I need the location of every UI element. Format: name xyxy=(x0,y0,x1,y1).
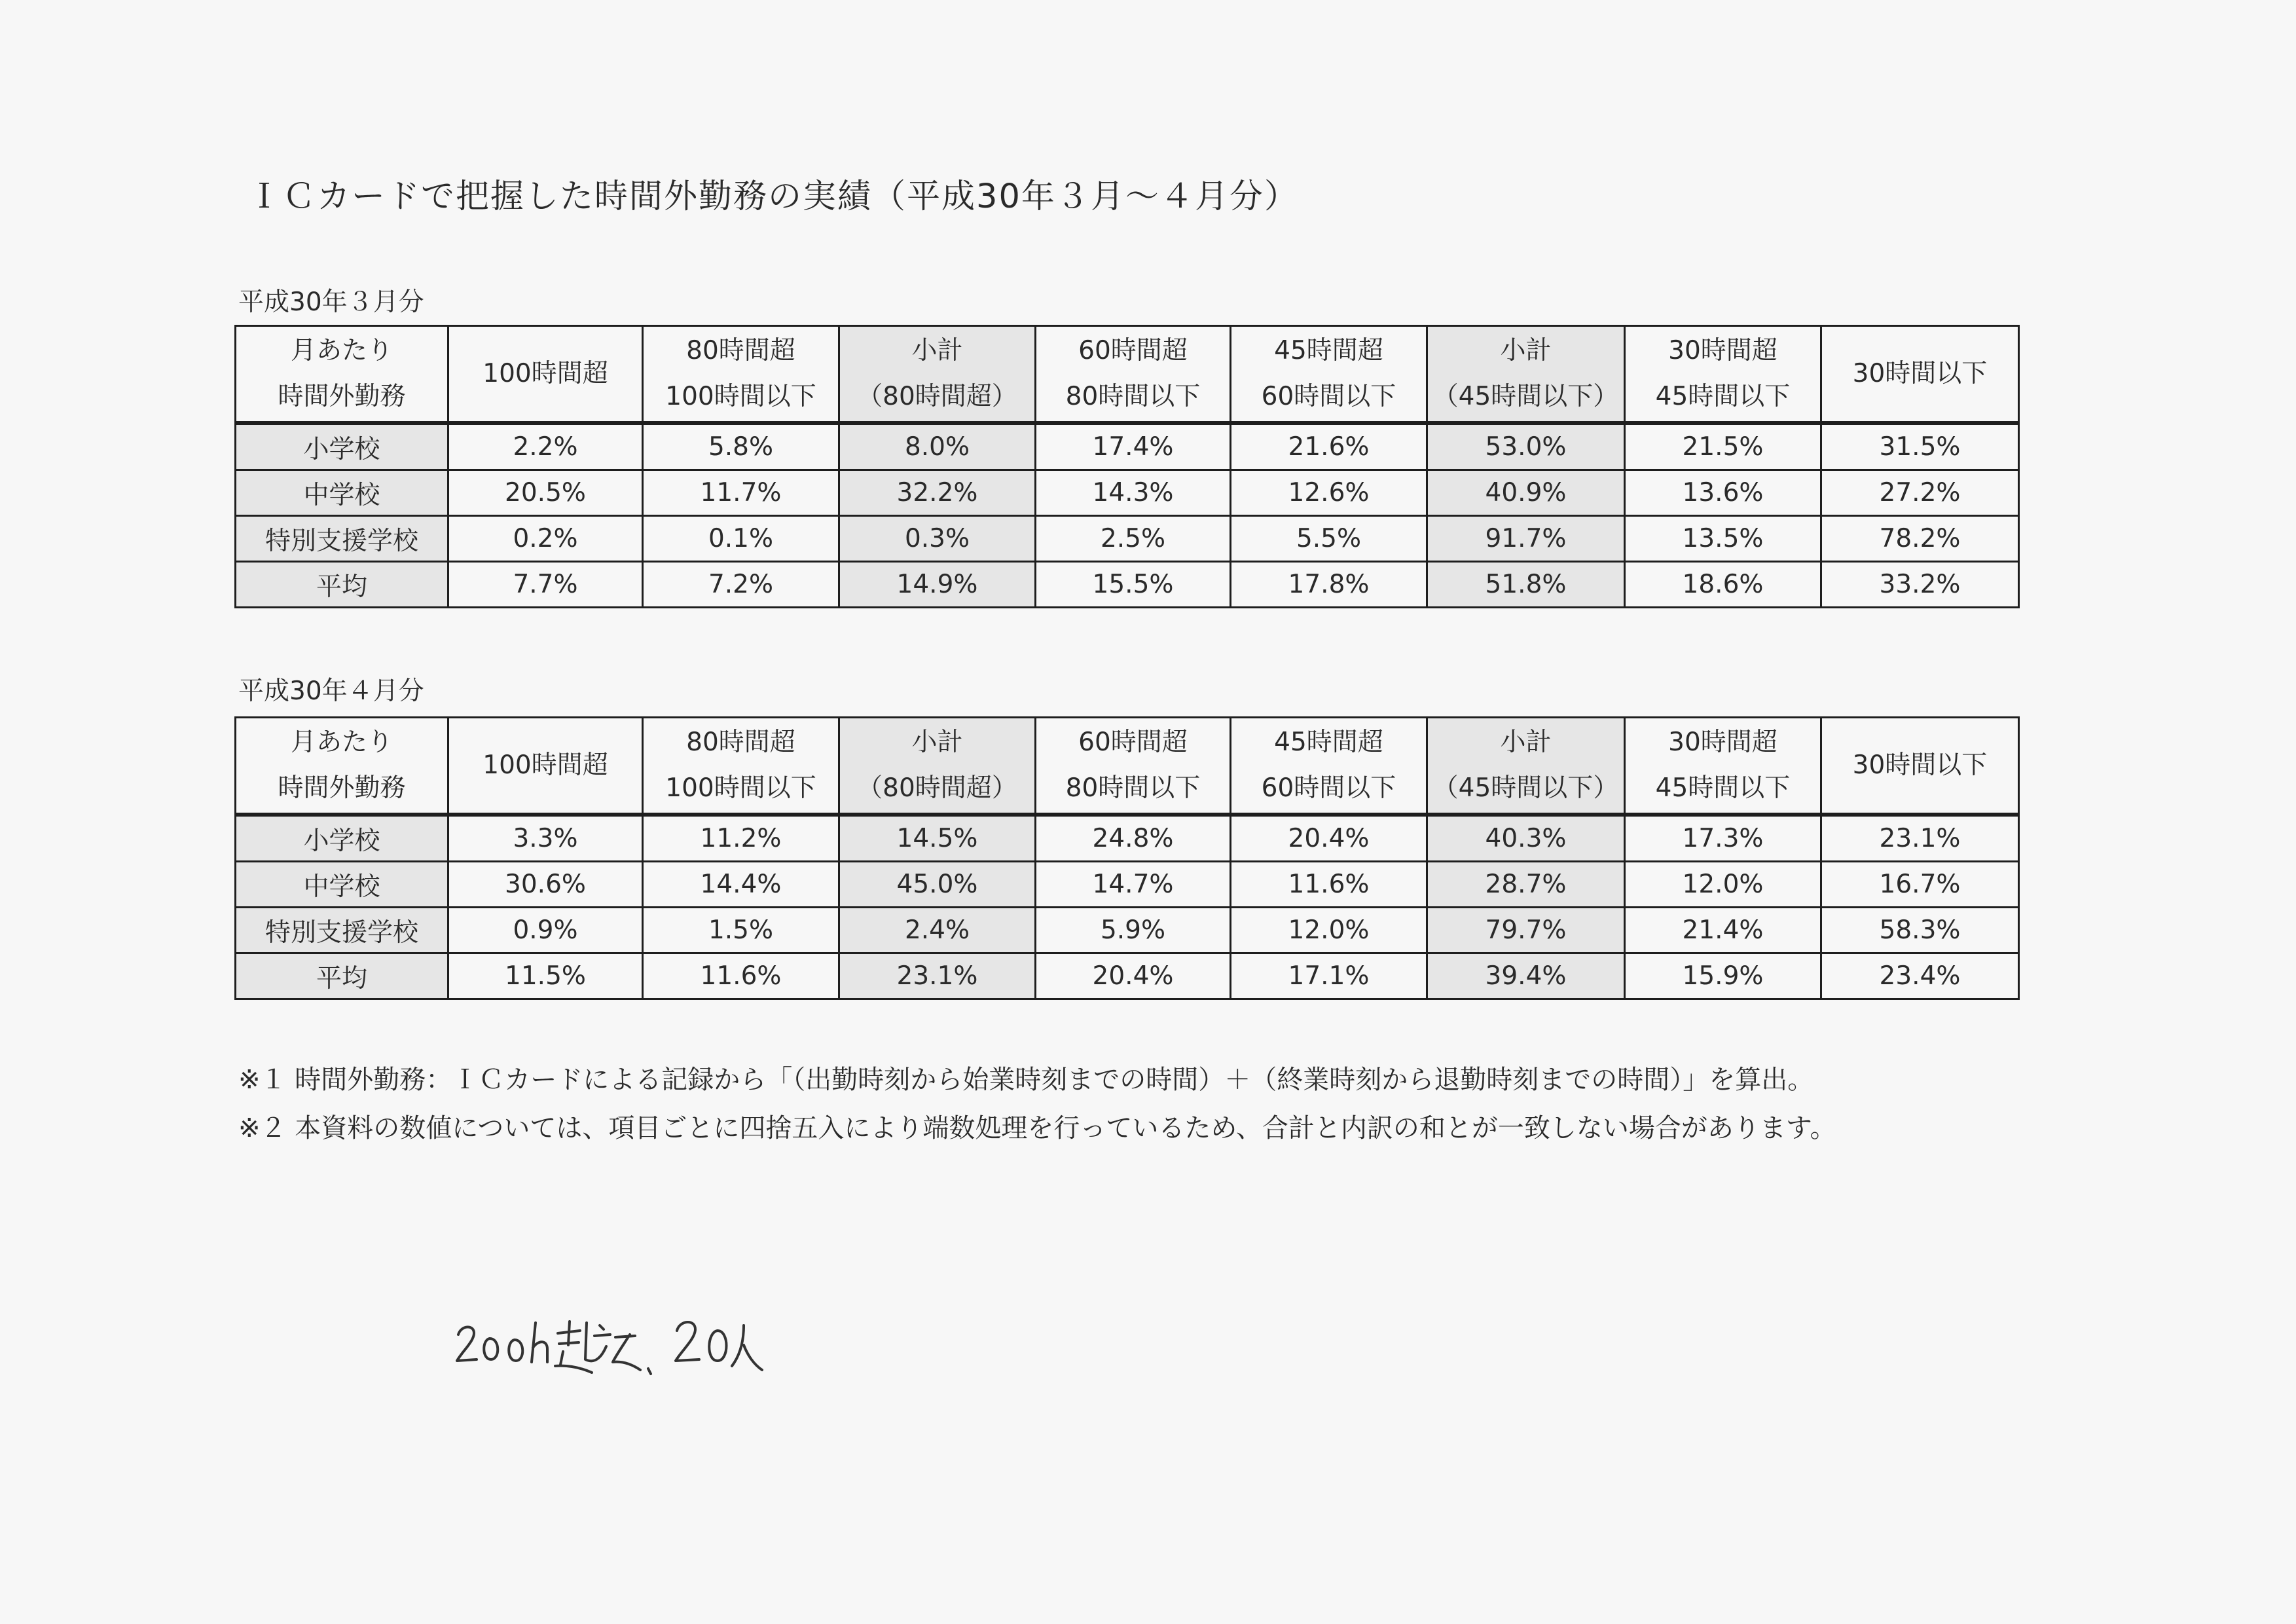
value-cell: 2.5% xyxy=(1036,516,1231,562)
header-line: 100時間以下 xyxy=(665,773,816,803)
header-line: 45時間超 xyxy=(1274,336,1383,365)
value-cell: 15.5% xyxy=(1036,562,1231,608)
table-row xyxy=(236,516,2019,562)
value-cell: 11.6% xyxy=(643,953,839,999)
column-header xyxy=(643,718,839,815)
column-header xyxy=(1231,326,1427,424)
value-cell: 14.9% xyxy=(839,562,1036,608)
value-cell: 23.1% xyxy=(1821,815,2019,862)
header-line: 80時間超 xyxy=(686,336,795,365)
value-cell: 23.1% xyxy=(839,953,1036,999)
value-cell: 11.6% xyxy=(1231,862,1427,908)
row-label: 特別支援学校 xyxy=(236,516,448,562)
value-cell: 0.1% xyxy=(643,516,839,562)
row-label: 小学校 xyxy=(236,815,448,862)
row-label: 平均 xyxy=(236,562,448,608)
value-cell: 12.6% xyxy=(1231,470,1427,516)
header-line: 30時間以下 xyxy=(1852,750,1988,780)
value-cell: 23.4% xyxy=(1821,953,2019,999)
column-header xyxy=(1231,718,1427,815)
value-cell: 27.2% xyxy=(1821,470,2019,516)
table-row xyxy=(236,562,2019,608)
value-cell: 2.4% xyxy=(839,908,1036,953)
value-cell: 24.8% xyxy=(1036,815,1231,862)
value-cell: 17.4% xyxy=(1036,423,1231,470)
header-line: 30時間超 xyxy=(1668,728,1777,757)
table-row xyxy=(236,470,2019,516)
value-cell: 1.5% xyxy=(643,908,839,953)
value-cell: 28.7% xyxy=(1427,862,1625,908)
value-cell: 51.8% xyxy=(1427,562,1625,608)
value-cell: 5.9% xyxy=(1036,908,1231,953)
column-header xyxy=(1821,718,2019,815)
header-line: 60時間以下 xyxy=(1261,382,1396,411)
value-cell: 13.6% xyxy=(1625,470,1821,516)
value-cell: 17.3% xyxy=(1625,815,1821,862)
column-header xyxy=(1625,326,1821,424)
value-cell: 5.8% xyxy=(643,423,839,470)
footnote-2: ※２ 本資料の数値については、項目ごとに四捨五入により端数処理を行っているため、合計と内訳の和とが一致しない場合があります。 xyxy=(238,1113,1836,1143)
value-cell: 31.5% xyxy=(1821,423,2019,470)
column-header xyxy=(1821,326,2019,424)
value-cell: 7.2% xyxy=(643,562,839,608)
value-cell: 0.9% xyxy=(448,908,643,953)
table-label-april: 平成30年４月分 xyxy=(238,676,424,706)
row-header-cell xyxy=(236,718,448,815)
value-cell: 11.7% xyxy=(643,470,839,516)
header-line: 100時間超 xyxy=(483,750,608,780)
value-cell: 12.0% xyxy=(1625,862,1821,908)
value-cell: 12.0% xyxy=(1231,908,1427,953)
table-row xyxy=(236,953,2019,999)
value-cell: 2.2% xyxy=(448,423,643,470)
header-line: 小計 xyxy=(911,336,963,365)
value-cell: 14.3% xyxy=(1036,470,1231,516)
value-cell: 79.7% xyxy=(1427,908,1625,953)
value-cell: 78.2% xyxy=(1821,516,2019,562)
header-line: 60時間超 xyxy=(1078,728,1188,757)
value-cell: 8.0% xyxy=(839,423,1036,470)
value-cell: 16.7% xyxy=(1821,862,2019,908)
header-row xyxy=(236,326,2019,424)
value-cell: 33.2% xyxy=(1821,562,2019,608)
value-cell: 40.9% xyxy=(1427,470,1625,516)
header-line: 60時間以下 xyxy=(1261,773,1396,803)
value-cell: 21.6% xyxy=(1231,423,1427,470)
value-cell: 7.7% xyxy=(448,562,643,608)
table-row xyxy=(236,815,2019,862)
value-cell: 20.5% xyxy=(448,470,643,516)
table-row xyxy=(236,423,2019,470)
overtime-table-march xyxy=(234,325,2020,608)
header-line: （80時間超） xyxy=(857,382,1017,411)
header-line: 80時間以下 xyxy=(1065,382,1201,411)
header-line: （45時間以下） xyxy=(1432,382,1619,411)
value-cell: 40.3% xyxy=(1427,815,1625,862)
header-line: （45時間以下） xyxy=(1432,773,1619,803)
header-line: 時間外勤務 xyxy=(278,382,406,411)
header-line: 80時間以下 xyxy=(1065,773,1201,803)
header-row xyxy=(236,718,2019,815)
header-line: 小計 xyxy=(911,728,963,757)
table-label-march: 平成30年３月分 xyxy=(238,287,424,317)
value-cell: 17.1% xyxy=(1231,953,1427,999)
value-cell: 18.6% xyxy=(1625,562,1821,608)
value-cell: 21.4% xyxy=(1625,908,1821,953)
value-cell: 13.5% xyxy=(1625,516,1821,562)
value-cell: 0.2% xyxy=(448,516,643,562)
column-header xyxy=(1625,718,1821,815)
document-title: ＩＣカードで把握した時間外勤務の実績（平成30年３月～４月分） xyxy=(247,177,1299,216)
column-header xyxy=(448,718,643,815)
header-line: 80時間超 xyxy=(686,728,795,757)
overtime-table-april xyxy=(234,716,2020,1000)
column-header xyxy=(1036,718,1231,815)
header-line: 100時間以下 xyxy=(665,382,816,411)
header-line: 30時間超 xyxy=(1668,336,1777,365)
header-line: 45時間以下 xyxy=(1655,773,1791,803)
row-label: 小学校 xyxy=(236,423,448,470)
table-row xyxy=(236,908,2019,953)
header-line: 月あたり xyxy=(290,336,393,365)
value-cell: 20.4% xyxy=(1231,815,1427,862)
value-cell: 53.0% xyxy=(1427,423,1625,470)
column-header xyxy=(839,326,1036,424)
footnotes xyxy=(238,1056,1836,1153)
header-line: 時間外勤務 xyxy=(278,773,406,803)
column-header xyxy=(643,326,839,424)
header-line: 100時間超 xyxy=(483,359,608,388)
row-label: 中学校 xyxy=(236,470,448,516)
column-header xyxy=(839,718,1036,815)
value-cell: 14.5% xyxy=(839,815,1036,862)
value-cell: 20.4% xyxy=(1036,953,1231,999)
header-line: 45時間超 xyxy=(1274,728,1383,757)
header-line: （80時間超） xyxy=(857,773,1017,803)
handwritten-note xyxy=(452,1297,792,1388)
footnote-1: ※１ 時間外勤務：ＩＣカードによる記録から「（出勤時刻から始業時刻までの時間）＋（終業時刻から退勤時刻までの時間）」を算出。 xyxy=(238,1065,1814,1095)
value-cell: 58.3% xyxy=(1821,908,2019,953)
row-label: 平均 xyxy=(236,953,448,999)
row-label: 中学校 xyxy=(236,862,448,908)
value-cell: 0.3% xyxy=(839,516,1036,562)
value-cell: 3.3% xyxy=(448,815,643,862)
row-label: 特別支援学校 xyxy=(236,908,448,953)
value-cell: 5.5% xyxy=(1231,516,1427,562)
row-header-cell xyxy=(236,326,448,424)
header-line: 60時間超 xyxy=(1078,336,1188,365)
value-cell: 15.9% xyxy=(1625,953,1821,999)
value-cell: 39.4% xyxy=(1427,953,1625,999)
value-cell: 45.0% xyxy=(839,862,1036,908)
value-cell: 14.4% xyxy=(643,862,839,908)
header-line: 45時間以下 xyxy=(1655,382,1791,411)
header-line: 月あたり xyxy=(290,728,393,757)
value-cell: 11.5% xyxy=(448,953,643,999)
value-cell: 21.5% xyxy=(1625,423,1821,470)
value-cell: 17.8% xyxy=(1231,562,1427,608)
value-cell: 30.6% xyxy=(448,862,643,908)
value-cell: 91.7% xyxy=(1427,516,1625,562)
header-line: 小計 xyxy=(1500,728,1552,757)
column-header xyxy=(1427,326,1625,424)
value-cell: 11.2% xyxy=(643,815,839,862)
table-row xyxy=(236,862,2019,908)
column-header xyxy=(448,326,643,424)
value-cell: 14.7% xyxy=(1036,862,1231,908)
column-header xyxy=(1427,718,1625,815)
header-line: 30時間以下 xyxy=(1852,359,1988,388)
value-cell: 32.2% xyxy=(839,470,1036,516)
column-header xyxy=(1036,326,1231,424)
header-line: 小計 xyxy=(1500,336,1552,365)
